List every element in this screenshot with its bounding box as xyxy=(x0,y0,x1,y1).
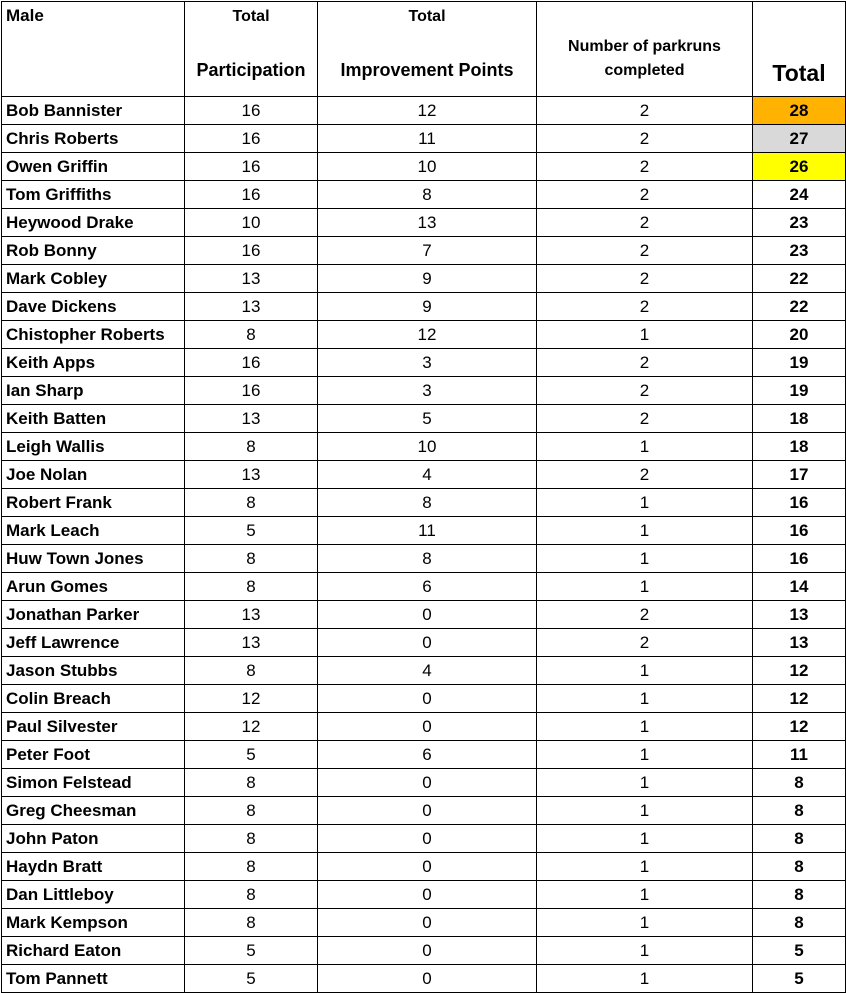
improvement-cell: 0 xyxy=(318,797,537,825)
table-row xyxy=(2,853,846,881)
parkruns-cell: 2 xyxy=(537,293,753,321)
improvement-cell: 11 xyxy=(318,517,537,545)
participation-cell: 8 xyxy=(185,545,318,573)
runner-name: Jason Stubbs xyxy=(2,657,185,685)
table-row xyxy=(2,909,846,937)
total-cell: 13 xyxy=(753,601,846,629)
table-row xyxy=(2,461,846,489)
parkruns-cell: 2 xyxy=(537,629,753,657)
runner-name: Arun Gomes xyxy=(2,573,185,601)
total-cell: 22 xyxy=(753,293,846,321)
total-cell: 8 xyxy=(753,853,846,881)
runner-name: Peter Foot xyxy=(2,741,185,769)
runner-name: Greg Cheesman xyxy=(2,797,185,825)
table-row xyxy=(2,685,846,713)
parkruns-cell: 1 xyxy=(537,965,753,993)
parkruns-cell: 2 xyxy=(537,125,753,153)
parkruns-cell: 1 xyxy=(537,909,753,937)
table-row xyxy=(2,881,846,909)
runner-name: Tom Griffiths xyxy=(2,181,185,209)
participation-cell: 13 xyxy=(185,405,318,433)
parkruns-cell: 1 xyxy=(537,937,753,965)
parkruns-cell: 2 xyxy=(537,265,753,293)
table-row xyxy=(2,405,846,433)
total-cell: 28 xyxy=(753,97,846,125)
improvement-cell: 5 xyxy=(318,405,537,433)
participation-cell: 13 xyxy=(185,461,318,489)
participation-cell: 12 xyxy=(185,685,318,713)
participation-cell: 8 xyxy=(185,797,318,825)
total-cell: 8 xyxy=(753,909,846,937)
total-cell: 18 xyxy=(753,405,846,433)
total-cell: 12 xyxy=(753,685,846,713)
total-cell: 16 xyxy=(753,545,846,573)
improvement-cell: 8 xyxy=(318,545,537,573)
runner-name: Chris Roberts xyxy=(2,125,185,153)
table-row xyxy=(2,741,846,769)
table-row xyxy=(2,489,846,517)
runner-name: Dave Dickens xyxy=(2,293,185,321)
participation-cell: 13 xyxy=(185,601,318,629)
table-row xyxy=(2,517,846,545)
participation-cell: 5 xyxy=(185,937,318,965)
runner-name: Colin Breach xyxy=(2,685,185,713)
improvement-cell: 3 xyxy=(318,349,537,377)
total-cell: 19 xyxy=(753,349,846,377)
total-cell: 16 xyxy=(753,517,846,545)
participation-cell: 16 xyxy=(185,349,318,377)
total-cell: 8 xyxy=(753,769,846,797)
parkruns-cell: 1 xyxy=(537,433,753,461)
improvement-cell: 0 xyxy=(318,629,537,657)
participation-cell: 5 xyxy=(185,517,318,545)
improvement-cell: 12 xyxy=(318,97,537,125)
parkruns-cell: 1 xyxy=(537,713,753,741)
runner-name: Bob Bannister xyxy=(2,97,185,125)
table-row xyxy=(2,237,846,265)
participation-cell: 10 xyxy=(185,209,318,237)
table-row xyxy=(2,433,846,461)
table-row xyxy=(2,601,846,629)
improvement-cell: 0 xyxy=(318,769,537,797)
header-parkruns: Number of parkruns completed xyxy=(537,2,753,97)
runner-name: Jonathan Parker xyxy=(2,601,185,629)
runner-name: Dan Littleboy xyxy=(2,881,185,909)
runner-name: John Paton xyxy=(2,825,185,853)
participation-cell: 8 xyxy=(185,881,318,909)
improvement-cell: 10 xyxy=(318,153,537,181)
participation-cell: 16 xyxy=(185,153,318,181)
improvement-cell: 4 xyxy=(318,461,537,489)
parkruns-cell: 2 xyxy=(537,405,753,433)
table-row xyxy=(2,545,846,573)
parkruns-cell: 2 xyxy=(537,181,753,209)
runner-name: Richard Eaton xyxy=(2,937,185,965)
table-row xyxy=(2,965,846,993)
participation-cell: 16 xyxy=(185,125,318,153)
improvement-cell: 13 xyxy=(318,209,537,237)
parkruns-cell: 1 xyxy=(537,545,753,573)
parkruns-cell: 2 xyxy=(537,153,753,181)
table-row xyxy=(2,769,846,797)
parkruns-cell: 2 xyxy=(537,237,753,265)
parkruns-cell: 2 xyxy=(537,349,753,377)
total-cell: 8 xyxy=(753,797,846,825)
total-cell: 22 xyxy=(753,265,846,293)
improvement-cell: 0 xyxy=(318,685,537,713)
table-row xyxy=(2,209,846,237)
participation-cell: 16 xyxy=(185,237,318,265)
participation-cell: 8 xyxy=(185,853,318,881)
total-cell: 24 xyxy=(753,181,846,209)
improvement-cell: 0 xyxy=(318,937,537,965)
participation-cell: 8 xyxy=(185,433,318,461)
parkruns-cell: 2 xyxy=(537,209,753,237)
participation-cell: 13 xyxy=(185,629,318,657)
improvement-cell: 0 xyxy=(318,965,537,993)
table-row xyxy=(2,573,846,601)
participation-cell: 5 xyxy=(185,965,318,993)
total-cell: 19 xyxy=(753,377,846,405)
parkruns-cell: 1 xyxy=(537,741,753,769)
improvement-cell: 8 xyxy=(318,181,537,209)
participation-cell: 8 xyxy=(185,321,318,349)
improvement-cell: 0 xyxy=(318,825,537,853)
improvement-cell: 0 xyxy=(318,881,537,909)
runner-name: Mark Kempson xyxy=(2,909,185,937)
participation-cell: 8 xyxy=(185,825,318,853)
participation-cell: 5 xyxy=(185,741,318,769)
parkruns-cell: 1 xyxy=(537,489,753,517)
header-participation: Total Participation xyxy=(185,2,318,97)
total-cell: 23 xyxy=(753,237,846,265)
improvement-cell: 11 xyxy=(318,125,537,153)
header-name: Male xyxy=(2,2,185,97)
total-cell: 26 xyxy=(753,153,846,181)
total-cell: 11 xyxy=(753,741,846,769)
table-row xyxy=(2,125,846,153)
parkruns-cell: 1 xyxy=(537,517,753,545)
runner-name: Simon Felstead xyxy=(2,769,185,797)
runner-name: Owen Griffin xyxy=(2,153,185,181)
participation-cell: 12 xyxy=(185,713,318,741)
improvement-cell: 10 xyxy=(318,433,537,461)
header-total: Total xyxy=(753,2,846,97)
improvement-cell: 0 xyxy=(318,853,537,881)
parkruns-cell: 1 xyxy=(537,573,753,601)
total-cell: 12 xyxy=(753,713,846,741)
participation-cell: 13 xyxy=(185,293,318,321)
table-row xyxy=(2,937,846,965)
improvement-cell: 0 xyxy=(318,909,537,937)
table-row xyxy=(2,349,846,377)
improvement-cell: 0 xyxy=(318,601,537,629)
participation-cell: 8 xyxy=(185,489,318,517)
runner-name: Mark Leach xyxy=(2,517,185,545)
total-cell: 23 xyxy=(753,209,846,237)
runner-name: Robert Frank xyxy=(2,489,185,517)
parkruns-cell: 2 xyxy=(537,601,753,629)
parkruns-cell: 1 xyxy=(537,321,753,349)
participation-cell: 13 xyxy=(185,265,318,293)
improvement-cell: 9 xyxy=(318,293,537,321)
improvement-cell: 12 xyxy=(318,321,537,349)
table-row xyxy=(2,153,846,181)
runner-name: Haydn Bratt xyxy=(2,853,185,881)
total-cell: 5 xyxy=(753,965,846,993)
parkruns-cell: 1 xyxy=(537,657,753,685)
improvement-cell: 6 xyxy=(318,573,537,601)
table-row xyxy=(2,629,846,657)
total-cell: 5 xyxy=(753,937,846,965)
participation-cell: 8 xyxy=(185,573,318,601)
runner-name: Keith Batten xyxy=(2,405,185,433)
parkruns-cell: 2 xyxy=(537,97,753,125)
runner-name: Jeff Lawrence xyxy=(2,629,185,657)
total-cell: 16 xyxy=(753,489,846,517)
runner-name: Ian Sharp xyxy=(2,377,185,405)
table-row xyxy=(2,713,846,741)
total-cell: 8 xyxy=(753,825,846,853)
table-row xyxy=(2,181,846,209)
improvement-cell: 3 xyxy=(318,377,537,405)
improvement-cell: 8 xyxy=(318,489,537,517)
improvement-cell: 4 xyxy=(318,657,537,685)
total-cell: 12 xyxy=(753,657,846,685)
runner-name: Joe Nolan xyxy=(2,461,185,489)
runner-name: Leigh Wallis xyxy=(2,433,185,461)
improvement-cell: 6 xyxy=(318,741,537,769)
table-row xyxy=(2,97,846,125)
runner-name: Mark Cobley xyxy=(2,265,185,293)
results-table xyxy=(1,1,846,993)
runner-name: Tom Pannett xyxy=(2,965,185,993)
runner-name: Keith Apps xyxy=(2,349,185,377)
total-cell: 8 xyxy=(753,881,846,909)
participation-cell: 16 xyxy=(185,97,318,125)
table-row xyxy=(2,293,846,321)
parkruns-cell: 1 xyxy=(537,769,753,797)
table-row xyxy=(2,377,846,405)
improvement-cell: 9 xyxy=(318,265,537,293)
total-cell: 18 xyxy=(753,433,846,461)
total-cell: 27 xyxy=(753,125,846,153)
total-cell: 20 xyxy=(753,321,846,349)
parkruns-cell: 1 xyxy=(537,797,753,825)
table-row xyxy=(2,825,846,853)
parkruns-cell: 2 xyxy=(537,377,753,405)
participation-cell: 8 xyxy=(185,769,318,797)
runner-name: Huw Town Jones xyxy=(2,545,185,573)
participation-cell: 8 xyxy=(185,909,318,937)
improvement-cell: 0 xyxy=(318,713,537,741)
total-cell: 17 xyxy=(753,461,846,489)
parkruns-cell: 1 xyxy=(537,685,753,713)
table-row xyxy=(2,797,846,825)
runner-name: Heywood Drake xyxy=(2,209,185,237)
parkruns-cell: 2 xyxy=(537,461,753,489)
table-row xyxy=(2,265,846,293)
participation-cell: 16 xyxy=(185,181,318,209)
table-row xyxy=(2,657,846,685)
parkruns-cell: 1 xyxy=(537,853,753,881)
participation-cell: 8 xyxy=(185,657,318,685)
runner-name: Rob Bonny xyxy=(2,237,185,265)
total-cell: 14 xyxy=(753,573,846,601)
parkruns-cell: 1 xyxy=(537,881,753,909)
improvement-cell: 7 xyxy=(318,237,537,265)
header-row xyxy=(2,2,846,97)
table-row xyxy=(2,321,846,349)
runner-name: Paul Silvester xyxy=(2,713,185,741)
runner-name: Chistopher Roberts xyxy=(2,321,185,349)
participation-cell: 16 xyxy=(185,377,318,405)
parkruns-cell: 1 xyxy=(537,825,753,853)
total-cell: 13 xyxy=(753,629,846,657)
header-improvement: Total Improvement Points xyxy=(318,2,537,97)
